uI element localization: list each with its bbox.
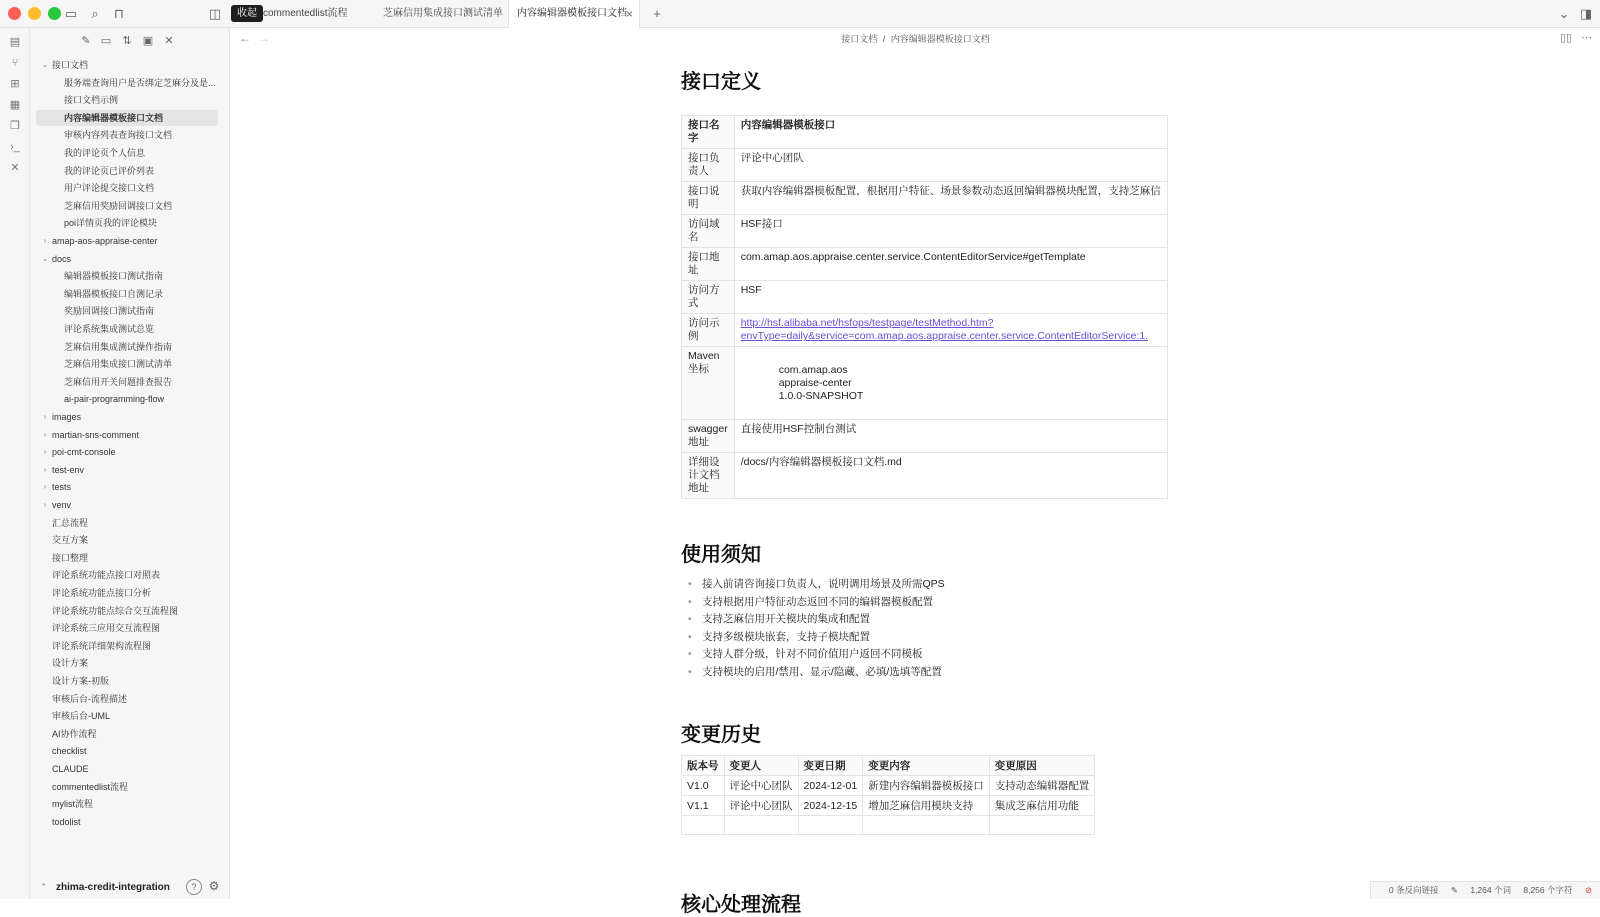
chevron-down-icon[interactable]: ⌄ — [41, 60, 49, 69]
field-key: swagger地址 — [682, 420, 735, 453]
table-row — [682, 248, 1168, 281]
sidebar-item[interactable]: 接口整理 — [52, 552, 89, 563]
chevron-right-icon[interactable]: › — [43, 464, 47, 474]
column-header: 变更原因 — [989, 756, 1095, 776]
tab-label: 芝麻信用集成接口测试清单 — [383, 8, 503, 19]
chevron-right-icon[interactable]: › — [43, 447, 47, 457]
tab-label: 内容编辑器模板接口文档 — [517, 8, 627, 19]
backlinks-count[interactable]: 0 条反向链接 — [1388, 885, 1439, 895]
minimize-window-button[interactable] — [28, 7, 41, 20]
table-cell — [724, 816, 798, 835]
table-row — [682, 420, 1168, 453]
table-row — [682, 281, 1168, 314]
field-value: 获取内容编辑器模板配置，根据用户特征、场景参数动态返回编辑器模块配置，支持芝麻信 — [734, 182, 1167, 215]
maven-line: com.amap.aos — [778, 364, 848, 376]
sidebar-item[interactable]: tests — [52, 482, 72, 493]
field-key: 访问示例 — [682, 314, 735, 347]
field-value: /docs/内容编辑器模板接口文档.md — [734, 453, 1167, 499]
file-explorer — [30, 28, 230, 899]
sidebar-item[interactable]: poi详情页我的评论模块 — [64, 218, 158, 229]
ribbon — [0, 28, 30, 899]
table-row — [682, 149, 1168, 182]
sidebar-item[interactable]: 我的评论页个人信息 — [64, 148, 146, 158]
history-table — [681, 755, 1095, 835]
maven-line: appraise-center — [778, 377, 852, 389]
notes-list — [702, 576, 945, 681]
table-row — [682, 182, 1168, 215]
tab-zhima-test-list[interactable] — [375, 0, 503, 28]
sidebar-item[interactable]: 评论系统功能点接口分析 — [52, 588, 152, 598]
chevron-down-icon[interactable]: ⌄ — [41, 253, 49, 263]
chevron-right-icon[interactable]: › — [43, 482, 47, 492]
column-header: 变更人 — [724, 756, 798, 776]
table-cell — [682, 816, 725, 835]
sidebar-item[interactable]: checklist — [52, 746, 87, 757]
sidebar-item[interactable]: venv — [52, 500, 72, 510]
word-count: 1,264 个词 — [1470, 885, 1511, 895]
sidebar-item[interactable]: todolist — [52, 816, 81, 827]
sidebar-item[interactable]: 接口文档示例 — [64, 95, 119, 106]
table-cell — [863, 816, 990, 835]
field-value — [734, 347, 1167, 420]
sidebar-item[interactable]: 评论系统功能点综合交互流程图 — [52, 605, 179, 616]
file-icon[interactable]: ▤ — [9, 36, 21, 48]
breadcrumb-separator: / — [882, 34, 886, 44]
field-key: 访问域名 — [682, 215, 735, 248]
status-bar — [1370, 881, 1600, 899]
sidebar-item[interactable]: 审核内容列表查询接口文档 — [64, 130, 173, 141]
collapse-tooltip: 收起 — [231, 5, 263, 22]
breadcrumb — [231, 32, 1600, 45]
list-item: • 支持芝麻信用开关模块的集成和配置 — [702, 611, 945, 629]
field-key: 接口名字 — [682, 116, 735, 149]
sidebar-item[interactable]: 编辑器模板接口自测记录 — [64, 288, 164, 299]
chevron-right-icon[interactable]: › — [43, 500, 47, 509]
chevron-right-icon[interactable]: › — [43, 236, 47, 245]
char-count: 8,256 个字符 — [1523, 885, 1573, 895]
tools-icon[interactable]: ✕ — [10, 162, 20, 174]
sidebar-item[interactable]: mylist流程 — [52, 799, 93, 810]
new-tab-icon[interactable]: + — [653, 6, 661, 21]
table-cell: 评论中心团队 — [724, 796, 798, 816]
list-item: • 支持多级模块嵌套，支持子模块配置 — [702, 629, 945, 647]
table-cell: 2024-12-01 — [798, 776, 863, 796]
column-header: 变更日期 — [798, 756, 863, 776]
folder-icon[interactable]: ▭ — [64, 6, 78, 21]
maven-line: 1.0.0-SNAPSHOT — [778, 390, 864, 402]
heading-flow: 核心处理流程 — [681, 894, 801, 916]
vault-name[interactable]: zhima-credit-integration — [56, 882, 170, 893]
table-row — [682, 816, 1095, 835]
reading-view-icon[interactable]: ▯▯ — [1560, 32, 1573, 44]
collapse-all-icon[interactable]: ✕ — [164, 35, 174, 47]
field-value: 直接使用HSF控制台测试 — [734, 420, 1167, 453]
more-options-icon[interactable]: ⋯ — [1581, 32, 1592, 44]
title-bar — [0, 0, 1600, 28]
sidebar-item[interactable]: 服务端查询用户是否绑定芝麻分及是... — [64, 77, 216, 88]
tab-content-editor-doc[interactable] — [508, 0, 640, 28]
example-link[interactable]: http://hsf.alibaba.net/hsfops/testpage/testMethod.htm? — [740, 317, 994, 329]
field-value — [734, 314, 1167, 347]
copy-icon[interactable]: ❐ — [10, 120, 20, 132]
calendar-icon[interactable]: ▦ — [9, 99, 21, 111]
field-value: 内容编辑器模板接口 — [734, 116, 1167, 149]
heading-definition: 接口定义 — [681, 71, 761, 93]
sidebar-item[interactable]: CLAUDE — [52, 764, 89, 774]
table-row — [682, 453, 1168, 499]
list-item: • 接入前请咨询接口负责人，说明调用场景及所需QPS — [702, 576, 945, 594]
table-cell: 评论中心团队 — [724, 776, 798, 796]
sidebar-item[interactable]: 评论系统功能点接口对照表 — [52, 570, 161, 581]
sidebar-toggle-icon[interactable]: ◫ — [208, 6, 222, 21]
sidebar-item[interactable]: 接口文档 — [52, 60, 89, 70]
tab-label: commentedlist流程 — [263, 8, 348, 19]
field-key: 接口说明 — [682, 182, 735, 215]
sidebar-item[interactable]: images — [52, 412, 82, 422]
bookmark-icon[interactable]: ⊓ — [113, 6, 125, 21]
vault-switcher-icon[interactable]: ⌃ — [40, 882, 48, 892]
table-cell: V1.1 — [682, 796, 725, 816]
sidebar-item[interactable]: amap-aos-appraise-center — [52, 236, 158, 246]
field-value: HSF — [734, 281, 1167, 314]
sidebar-item[interactable]: 汇总流程 — [52, 517, 89, 528]
sidebar-item[interactable]: test-env — [52, 464, 85, 475]
sidebar-item[interactable]: 用户评论提交接口文档 — [64, 183, 155, 194]
breadcrumb-current[interactable]: 内容编辑器模板接口文档 — [890, 34, 990, 44]
zoom-window-button[interactable] — [48, 7, 61, 20]
breadcrumb-parent[interactable]: 接口文档 — [841, 34, 878, 44]
list-item: • 支持根据用户特征动态返回不同的编辑器模板配置 — [702, 594, 945, 612]
graph-icon[interactable]: ⑂ — [11, 57, 19, 69]
table-cell — [798, 816, 863, 835]
sidebar-item[interactable]: 评论系统详细架构流程图 — [52, 640, 152, 651]
table-cell: 支持动态编辑器配置 — [989, 776, 1095, 796]
close-tab-icon[interactable]: × — [625, 7, 633, 21]
new-folder-icon[interactable]: ▭ — [100, 35, 112, 47]
sidebar-item[interactable]: 交互方案 — [52, 535, 89, 546]
field-key: 详细设计文档地址 — [682, 453, 735, 499]
field-key: Maven坐标 — [682, 347, 735, 420]
sidebar-item[interactable]: ai-pair-programming-flow — [64, 394, 165, 405]
close-window-button[interactable] — [8, 7, 21, 20]
table-cell: 新建内容编辑器模板接口 — [863, 776, 990, 796]
table-cell: 增加芝麻信用模块支持 — [863, 796, 990, 816]
chevron-down-icon[interactable]: ⌄ — [1558, 6, 1570, 21]
field-value: 评论中心团队 — [734, 149, 1167, 182]
sidebar-item[interactable]: 审核后台-UML — [52, 711, 110, 722]
new-note-icon[interactable]: ✎ — [81, 35, 91, 47]
list-item: • 支持模块的启用/禁用、显示/隐藏、必填/选填等配置 — [702, 664, 945, 682]
sidebar-item[interactable]: 芝麻信用奖励回调接口文档 — [64, 200, 173, 211]
table-row — [682, 347, 1168, 420]
field-key: 接口负责人 — [682, 149, 735, 182]
field-value: HSF接口 — [734, 215, 1167, 248]
sidebar-item[interactable]: 评论系统三应用交互流程图 — [52, 623, 161, 634]
settings-gear-icon[interactable]: ⚙ — [208, 879, 220, 893]
column-header: 变更内容 — [863, 756, 990, 776]
table-row — [682, 776, 1095, 796]
back-arrow-icon[interactable]: ← — [239, 31, 251, 45]
sidebar-item[interactable]: 芝麻信用集成接口测试清单 — [64, 359, 173, 370]
forward-arrow-icon[interactable]: → — [258, 31, 270, 45]
tab-commentedlist[interactable] — [255, 0, 371, 28]
sidebar-item[interactable]: AI协作流程 — [52, 728, 97, 739]
table-cell — [989, 816, 1095, 835]
chevron-right-icon[interactable]: › — [43, 429, 47, 439]
sync-icon[interactable]: ⊘ — [1584, 885, 1592, 895]
table-row — [682, 796, 1095, 816]
right-sidebar-toggle-icon[interactable]: ◨ — [1579, 6, 1593, 21]
example-link[interactable]: envType=daily&service=com.amap.aos.appraise.center.service.ContentEditorService:1. — [740, 330, 1149, 342]
reveal-icon[interactable]: ▣ — [142, 35, 154, 47]
editor-pane — [231, 28, 1600, 916]
list-item: • 支持人群分级，针对不同价值用户返回不同模板 — [702, 646, 945, 664]
chevron-right-icon[interactable]: › — [43, 412, 47, 421]
sidebar-item[interactable]: 芝麻信用开关问题排查报告 — [64, 376, 173, 387]
table-row — [682, 314, 1168, 347]
sidebar-item[interactable]: 奖励回调接口测试指南 — [64, 306, 155, 317]
canvas-icon[interactable]: ⊞ — [10, 78, 20, 90]
sidebar-item[interactable]: 内容编辑器模板接口文档 — [36, 110, 218, 126]
sidebar-item[interactable]: martian-sns-comment — [52, 429, 140, 440]
field-value: com.amap.aos.appraise.center.service.ContentEditorService#getTemplate — [734, 248, 1167, 281]
sidebar-item[interactable]: 编辑器模板接口测试指南 — [64, 271, 164, 282]
sort-icon[interactable]: ⇅ — [122, 35, 132, 47]
terminal-icon[interactable]: ›_ — [10, 141, 20, 153]
sidebar-item[interactable]: commentedlist流程 — [52, 781, 129, 792]
field-key: 接口地址 — [682, 248, 735, 281]
help-icon[interactable]: ? — [186, 879, 202, 895]
definition-table — [681, 115, 1168, 499]
sidebar-item[interactable]: poi-cmt-console — [52, 447, 116, 458]
sidebar-item[interactable]: 芝麻信用集成测试操作指南 — [64, 341, 173, 352]
sidebar-item[interactable]: 设计方案-初版 — [52, 676, 109, 686]
column-header: 版本号 — [682, 756, 725, 776]
table-row — [682, 215, 1168, 248]
sidebar-item[interactable]: 我的评论页已评价列表 — [64, 165, 155, 176]
table-row — [682, 116, 1168, 149]
explorer-toolbar — [30, 28, 230, 54]
table-cell: 2024-12-15 — [798, 796, 863, 816]
field-key: 访问方式 — [682, 281, 735, 314]
table-cell: V1.0 — [682, 776, 725, 796]
sidebar-item[interactable]: docs — [52, 253, 72, 264]
heading-notes: 使用须知 — [681, 544, 761, 566]
sidebar-item[interactable]: 评论系统集成测试总览 — [64, 324, 155, 334]
heading-history: 变更历史 — [681, 724, 761, 746]
sidebar-item[interactable]: 设计方案 — [52, 658, 89, 669]
edit-icon[interactable]: ✎ — [1450, 885, 1458, 895]
table-cell: 集成芝麻信用功能 — [989, 796, 1095, 816]
sidebar-item[interactable]: 审核后台-流程描述 — [52, 693, 127, 704]
search-icon[interactable]: ⌕ — [91, 6, 99, 21]
